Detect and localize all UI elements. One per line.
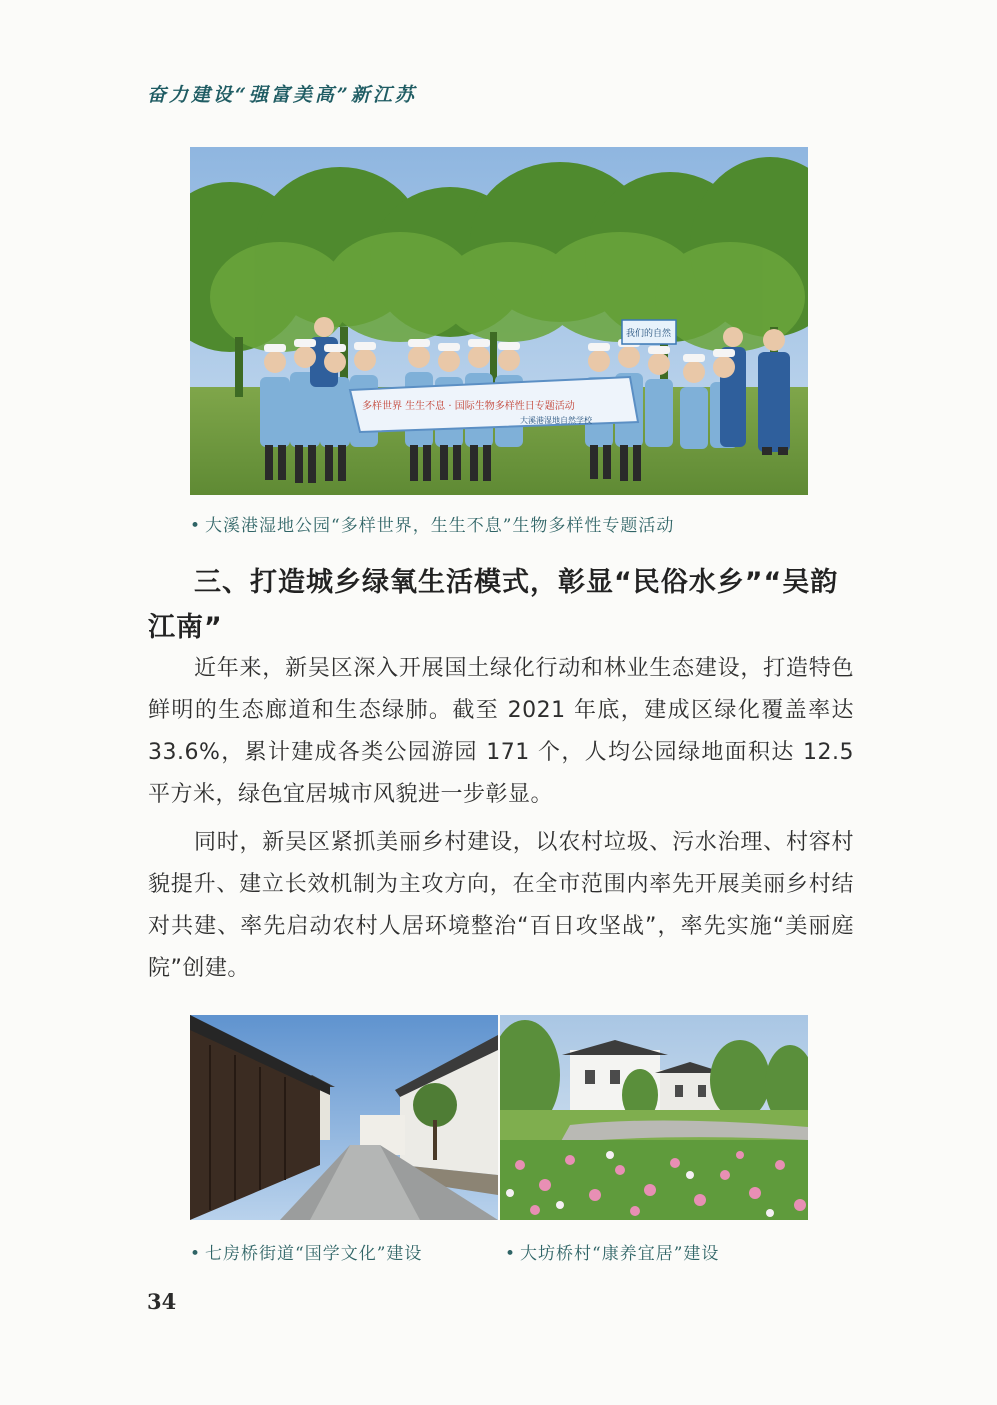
- running-head: 奋力建设“强富美高”新江苏: [147, 84, 417, 106]
- caption-bullet: •: [505, 1244, 517, 1264]
- caption-bottom-left: [190, 1239, 422, 1264]
- photo-qifangqiao-street: [190, 1015, 498, 1220]
- banner-text: 多样世界 生生不息 · 国际生物多样性日专题活动: [362, 401, 575, 412]
- photo-dafangqiao-village: [500, 1015, 808, 1220]
- caption-bottom-right: [505, 1239, 719, 1264]
- caption-top-text: 大溪港湿地公园“多样世界，生生不息”生物多样性专题活动: [205, 516, 675, 536]
- banner-subtext: 大溪港湿地自然学校: [520, 416, 592, 425]
- paragraph-1: 近年来，新吴区深入开展国土绿化行动和林业生态建设，打造特色鲜明的生态廊道和生态绿肺。截至 2021 年底，建成区绿化覆盖率达 33.6%，累计建成各类公园游园 171 个，人均公园绿地面积达 12.5 平方米，绿色宜居城市风貌进一步彰显。: [148, 656, 854, 807]
- caption-bullet: •: [190, 516, 202, 536]
- caption-bottom-left-text: 七房桥街道“国学文化”建设: [205, 1244, 423, 1264]
- sign-text: 我们的自然: [626, 329, 672, 339]
- caption-top-photo: [190, 511, 674, 536]
- photo-wetland-park-activity: [190, 147, 808, 495]
- page-number: 34: [147, 1289, 177, 1314]
- caption-bottom-right-text: 大坊桥村“康养宜居”建设: [520, 1244, 720, 1264]
- sign-board: [622, 320, 676, 344]
- caption-bullet: •: [190, 1244, 202, 1264]
- paragraph-2: 同时，新吴区紧抓美丽乡村建设，以农村垃圾、污水治理、村容村貌提升、建立长效机制为主攻方向，在全市范围内率先开展美丽乡村结对共建、率先启动农村人居环境整治“百日攻坚战”，率先实施“美丽庭院”创建。: [148, 830, 854, 981]
- section-heading: 三、打造城乡绿氧生活模式，彰显“民俗水乡”“吴韵江南”: [148, 567, 839, 643]
